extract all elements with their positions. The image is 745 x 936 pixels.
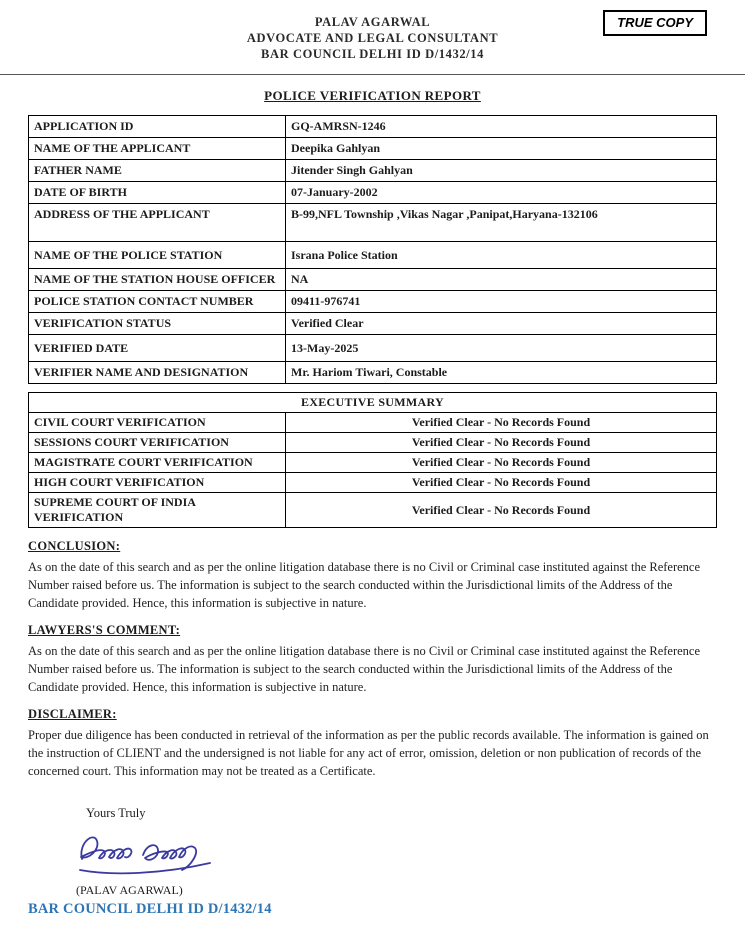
table-row <box>29 433 717 453</box>
field-label: NAME OF THE STATION HOUSE OFFICER <box>29 269 286 291</box>
field-label: SESSIONS COURT VERIFICATION <box>29 433 286 453</box>
conclusion-heading: CONCLUSION: <box>28 539 121 553</box>
table-row <box>29 116 717 138</box>
table-row <box>29 160 717 182</box>
table-row <box>29 204 717 242</box>
lawyers-comment-section <box>28 623 717 696</box>
field-value: Verified Clear - No Records Found <box>286 493 717 528</box>
field-label: VERIFIED DATE <box>29 335 286 362</box>
bar-council-footer: BAR COUNCIL DELHI ID D/1432/14 <box>28 901 272 917</box>
letterhead-name: PALAV AGARWAL <box>314 15 431 29</box>
field-label: FATHER NAME <box>29 160 286 182</box>
report-title: POLICE VERIFICATION REPORT <box>264 88 481 103</box>
field-value: Verified Clear <box>286 313 717 335</box>
field-value: 09411-976741 <box>286 291 717 313</box>
table-row <box>29 453 717 473</box>
field-label: MAGISTRATE COURT VERIFICATION <box>29 453 286 473</box>
field-value: GQ-AMRSN-1246 <box>286 116 717 138</box>
lawyers-comment-heading: LAWYERS'S COMMENT: <box>28 623 181 637</box>
field-label: DATE OF BIRTH <box>29 182 286 204</box>
header-divider <box>0 74 745 75</box>
field-label: APPLICATION ID <box>29 116 286 138</box>
field-label: NAME OF THE APPLICANT <box>29 138 286 160</box>
table-row <box>29 413 717 433</box>
table-row <box>29 362 717 384</box>
true-copy-stamp: TRUE COPY <box>603 10 707 36</box>
field-value: NA <box>286 269 717 291</box>
field-label: POLICE STATION CONTACT NUMBER <box>29 291 286 313</box>
disclaimer-body: Proper due diligence has been conducted in retrieval of the information as per the public records available. The information is gained on the instruction of CLIENT and the undersigned is not liable for any act of error, omission, deletion or non publication of records of the concerned court. This information may not be treated as a Certificate. <box>28 728 709 778</box>
table-row <box>29 493 717 528</box>
applicant-details-table <box>28 115 717 384</box>
conclusion-section <box>28 539 717 612</box>
signature-image <box>70 825 222 881</box>
field-label: SUPREME COURT OF INDIA VERIFICATION <box>29 493 286 528</box>
summary-title: EXECUTIVE SUMMARY <box>29 393 717 413</box>
signature-block <box>70 825 717 883</box>
field-value: 13-May-2025 <box>286 335 717 362</box>
field-value: Verified Clear - No Records Found <box>286 413 717 433</box>
field-value: Verified Clear - No Records Found <box>286 473 717 493</box>
field-label: NAME OF THE POLICE STATION <box>29 242 286 269</box>
table-row <box>29 269 717 291</box>
field-value: Jitender Singh Gahlyan <box>286 160 717 182</box>
disclaimer-heading: DISCLAIMER: <box>28 707 117 721</box>
executive-summary-table <box>28 392 717 528</box>
table-row <box>29 473 717 493</box>
field-value: B-99,NFL Township ,Vikas Nagar ,Panipat,Haryana-132106 <box>286 204 717 242</box>
table-row <box>29 291 717 313</box>
disclaimer-section <box>28 707 717 780</box>
conclusion-body: As on the date of this search and as per the online litigation database there is no Civil or Criminal case instituted against the Reference Number raised before us. The information is subject to the search conducted within the Jurisdictional limits of the Address of the Candidate provided. Hence, this information is subjective in nature. <box>28 560 701 610</box>
signatory-name: (PALAV AGARWAL) <box>76 883 183 897</box>
lawyers-comment-body: As on the date of this search and as per the online litigation database there is no Civil or Criminal case instituted against the Reference Number raised before us. The information is subject to the search conducted within the Jurisdictional limits of the Address of the Candidate provided. Hence, this information is subjective in nature. <box>28 644 701 694</box>
table-row <box>29 182 717 204</box>
letterhead-designation: ADVOCATE AND LEGAL CONSULTANT <box>246 31 499 45</box>
field-label: ADDRESS OF THE APPLICANT <box>29 204 286 242</box>
letterhead-bar-id: BAR COUNCIL DELHI ID D/1432/14 <box>261 47 484 61</box>
field-value: Mr. Hariom Tiwari, Constable <box>286 362 717 384</box>
table-row <box>29 313 717 335</box>
closing-salutation: Yours Truly <box>86 806 146 820</box>
table-row <box>29 393 717 413</box>
field-value: 07-January-2002 <box>286 182 717 204</box>
field-value: Verified Clear - No Records Found <box>286 453 717 473</box>
field-label: VERIFIER NAME AND DESIGNATION <box>29 362 286 384</box>
field-value: Verified Clear - No Records Found <box>286 433 717 453</box>
field-label: VERIFICATION STATUS <box>29 313 286 335</box>
field-value: Israna Police Station <box>286 242 717 269</box>
field-label: CIVIL COURT VERIFICATION <box>29 413 286 433</box>
table-row <box>29 242 717 269</box>
field-value: Deepika Gahlyan <box>286 138 717 160</box>
table-row <box>29 335 717 362</box>
field-label: HIGH COURT VERIFICATION <box>29 473 286 493</box>
table-row <box>29 138 717 160</box>
